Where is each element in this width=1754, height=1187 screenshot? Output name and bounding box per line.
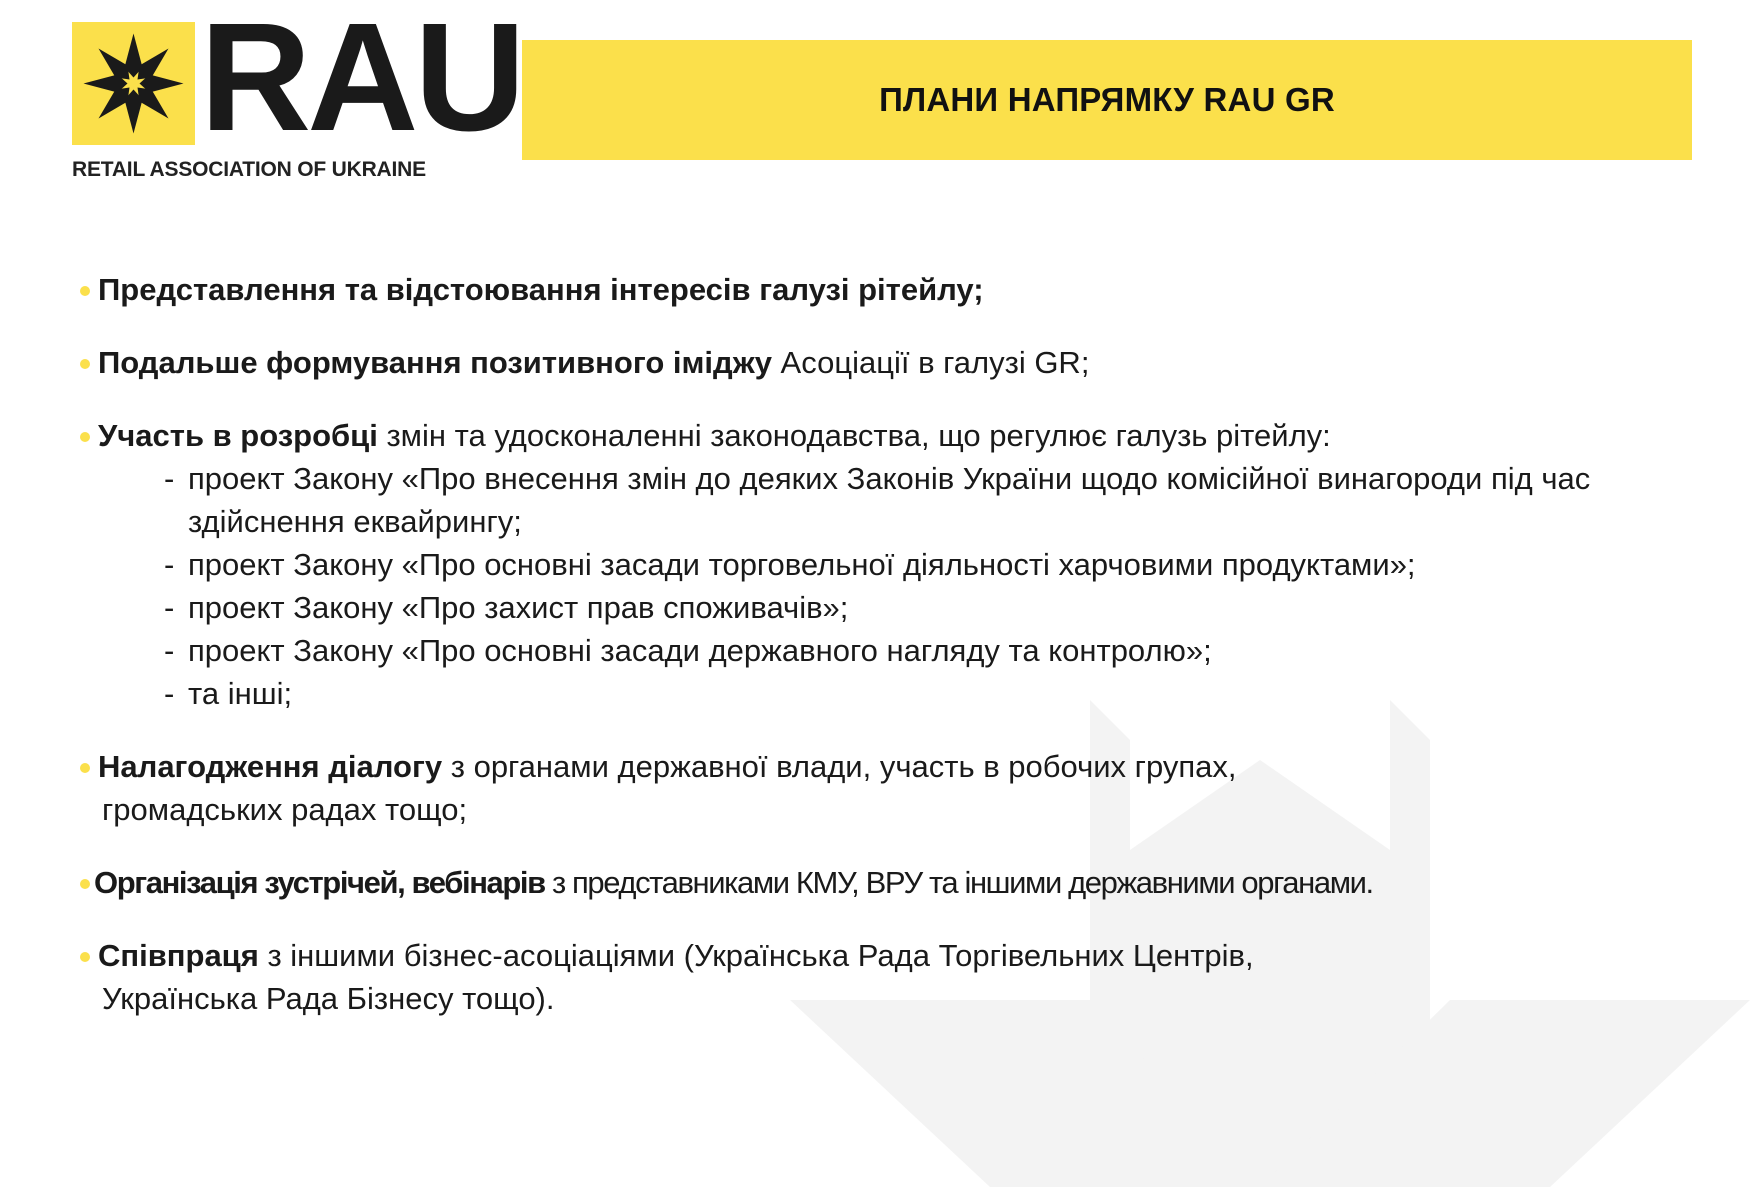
list-item [78, 861, 1708, 904]
bullet-list [78, 268, 1708, 1020]
item-text: змін та удосконаленні законодавства, що регулює галузь рітейлу: [377, 418, 1331, 453]
item-text: з іншими бізнес-асоціаціями (Українська Рада Торгівельних Центрів, [258, 938, 1254, 973]
item-text: з органами державної влади, участь в робочих групах, [442, 749, 1237, 784]
item-bold: Участь в розробці [98, 418, 378, 453]
law-draft-list [98, 457, 1708, 715]
item-text: Асоціації в галузі GR; [771, 345, 1090, 380]
bullet-icon [80, 432, 90, 442]
sub-item: - проект Закону «Про основні засади державного нагляду та контролю»; [164, 629, 1708, 672]
list-item [78, 414, 1708, 715]
logo-wordmark: RAU [200, 0, 522, 163]
list-item [78, 934, 1708, 1020]
item-bold: Представлення та відстоювання інтересів галузі рітейлу; [98, 272, 984, 307]
bullet-icon [80, 286, 90, 296]
logo-badge [72, 22, 195, 145]
list-item [78, 268, 1708, 311]
sub-item: - проект Закону «Про основні засади торговельної діяльності харчовими продуктами»; [164, 543, 1708, 586]
list-item [78, 341, 1708, 384]
bullet-icon [80, 879, 90, 889]
sub-item: - та інші; [164, 672, 1708, 715]
page-title: ПЛАНИ НАПРЯМКУ RAU GR [879, 81, 1335, 118]
sub-item: - проект Закону «Про внесення змін до деяких Законів України щодо комісійної винагороди під час здійснення еквайрингу; [164, 457, 1708, 543]
item-bold: Співпраця [98, 938, 259, 973]
bullet-icon [80, 359, 90, 369]
item-bold: Організація зустрічей, вебінарів [94, 865, 545, 900]
item-continuation: Українська Рада Бізнесу тощо). [102, 981, 555, 1016]
item-text: з представниками КМУ, ВРУ та іншими державними органами. [544, 865, 1373, 900]
sub-item: - проект Закону «Про захист прав споживачів»; [164, 586, 1708, 629]
item-bold: Налагодження діалогу [98, 749, 443, 784]
list-item [78, 745, 1708, 831]
bullet-icon [80, 763, 90, 773]
logo-subtitle: RETAIL ASSOCIATION OF UKRAINE [72, 158, 426, 181]
eight-point-star-icon [72, 22, 195, 145]
bullet-icon [80, 952, 90, 962]
item-continuation: громадських радах тощо; [102, 792, 468, 827]
title-banner [522, 40, 1692, 160]
rau-logo [72, 0, 522, 192]
item-bold: Подальше формування позитивного іміджу [98, 345, 772, 380]
